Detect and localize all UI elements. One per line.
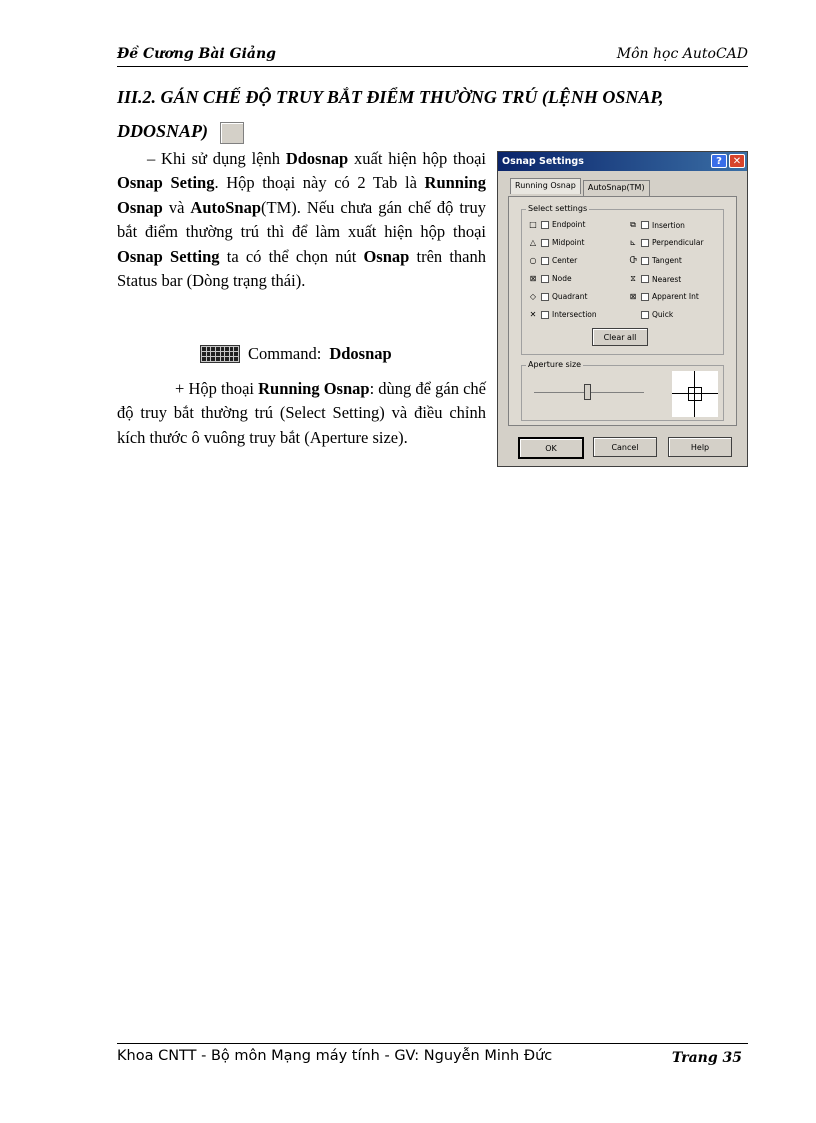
checkbox[interactable] [641, 257, 649, 265]
page-number: Trang 35 [671, 1050, 742, 1066]
checkbox[interactable] [641, 221, 649, 229]
snap-symbol-icon: ⧖ [630, 274, 636, 283]
snap-option-label: Apparent Int [652, 292, 699, 301]
snap-symbol-icon: △ [529, 238, 537, 247]
snap-option-node[interactable] [528, 274, 572, 283]
snap-symbol-icon: ⊠ [629, 292, 637, 301]
snap-option-midpoint[interactable] [528, 238, 584, 247]
snap-option-intersection[interactable] [528, 310, 597, 319]
footer-author: Khoa CNTT - Bộ môn Mạng máy tính - GV: Nguyễn Minh Đức [117, 1048, 553, 1064]
snap-option-perpendicular[interactable] [628, 238, 704, 247]
checkbox[interactable] [541, 275, 549, 283]
snap-option-label: Insertion [652, 220, 685, 230]
bold-term: Ddosnap [285, 149, 349, 168]
checkbox[interactable] [641, 293, 649, 301]
snap-option-label: Quadrant [552, 292, 588, 301]
bold-term: Running Osnap [117, 173, 486, 217]
checkbox[interactable] [541, 221, 549, 229]
snap-symbol-icon: ⊠ [529, 274, 537, 283]
command-label: Command: [248, 344, 322, 363]
snap-option-label: Node [552, 274, 572, 283]
tab-autosnap[interactable]: AutoSnap(TM) [583, 180, 650, 196]
snap-symbol-icon: ⊾ [629, 238, 637, 247]
snap-option-label: Nearest [652, 274, 682, 284]
snap-symbol-icon: □ [529, 220, 537, 229]
snap-option-tangent[interactable] [628, 256, 682, 265]
snap-option-label: Midpoint [552, 238, 585, 247]
checkbox[interactable] [641, 275, 649, 283]
checkbox[interactable] [541, 257, 549, 265]
snap-option-label: Endpoint [552, 220, 586, 229]
checkbox[interactable] [541, 311, 549, 319]
bold-term: Osnap Seting [117, 173, 215, 193]
snap-option-apparent-int[interactable] [628, 292, 699, 301]
header-course-title: Đề Cương Bài Giảng [117, 46, 276, 62]
checkbox[interactable] [641, 311, 649, 319]
snap-option-label: Perpendicular [652, 238, 704, 247]
snap-option-insertion[interactable] [628, 220, 685, 230]
running-osnap-panel [508, 196, 737, 426]
ok-button[interactable]: OK [518, 437, 584, 459]
cancel-button[interactable]: Cancel [593, 437, 657, 457]
snap-option-nearest[interactable] [628, 274, 681, 284]
page-footer [117, 1043, 748, 1070]
aperture-size-group [521, 360, 724, 421]
aperture-size-label: Aperture size [528, 360, 582, 369]
dialog-title: Osnap Settings [502, 156, 584, 167]
snap-option-quadrant[interactable] [528, 292, 587, 301]
section-title-text: III.2. GÁN CHẾ ĐỘ TRUY BẮT ĐIỂM THƯỜNG TRÚ (LỆNH OSNAP, DDOSNAP) [117, 87, 664, 141]
dialog-tabs [510, 180, 652, 196]
snap-option-label: Quick [652, 310, 674, 319]
header-subject: Môn học AutoCAD [616, 46, 748, 62]
command-value: Ddosnap [329, 344, 392, 363]
close-icon[interactable]: ✕ [729, 154, 745, 168]
bold-term: Osnap [363, 246, 410, 266]
checkbox[interactable] [541, 293, 549, 301]
snap-option-label: Tangent [652, 256, 682, 265]
snap-option-quick[interactable] [628, 310, 673, 319]
aperture-slider-thumb[interactable] [584, 384, 591, 400]
text: trên thanh Status bar (Dòng trạng thái). [117, 246, 487, 291]
osnap-settings-dialog [497, 151, 748, 467]
snap-symbol-icon: Ⴇ [629, 256, 637, 265]
snap-option-label: Center [552, 256, 578, 265]
command-line [200, 344, 392, 364]
snap-option-center[interactable] [528, 256, 577, 265]
text: và [162, 197, 191, 217]
snap-symbol-icon: ◇ [529, 292, 537, 301]
bold-term: Osnap Setting [117, 246, 220, 266]
checkbox[interactable] [641, 239, 649, 247]
snap-option-endpoint[interactable] [528, 220, 585, 229]
select-settings-label: Select settings [528, 204, 588, 213]
keyboard-icon [200, 345, 240, 363]
clear-all-button[interactable]: Clear all [592, 328, 648, 346]
checkbox[interactable] [541, 239, 549, 247]
bold-term: AutoSnap [190, 197, 262, 217]
text: xuất hiện hộp thoại [348, 149, 486, 168]
page-header [117, 44, 748, 67]
select-settings-group [521, 204, 724, 355]
aperture-preview [672, 371, 718, 417]
snap-option-label: Intersection [552, 310, 597, 319]
osnap-magnet-icon [220, 122, 244, 144]
text: . Hộp thoại này có 2 Tab là [214, 173, 425, 193]
text: (TM). Nếu chưa gán chế độ truy bắt điểm thường trú thì để làm xuất hiện hộp thoại [117, 197, 486, 242]
help-question-icon[interactable]: ? [711, 154, 727, 168]
text: ta có thể chọn nút [219, 246, 364, 266]
snap-symbol-icon: ⧉ [630, 220, 636, 229]
bold-term: Running Osnap [258, 379, 370, 398]
snap-symbol-icon: ○ [529, 256, 537, 265]
text: + Hộp thoại [175, 379, 259, 398]
text: – Khi sử dụng lệnh [147, 149, 286, 168]
dialog-titlebar[interactable] [498, 152, 747, 171]
help-button[interactable]: Help [668, 437, 732, 457]
snap-symbol-icon: ✕ [529, 310, 537, 319]
tab-running-osnap[interactable]: Running Osnap [510, 178, 581, 194]
paragraph-running-osnap [117, 377, 486, 450]
text: : dùng để gán chế độ truy bắt thường trú (Select Setting) và điều chỉnh kích thước ô vuông truy bắt (Aperture size). [117, 379, 486, 447]
section-title [117, 80, 748, 148]
paragraph-intro [117, 147, 486, 293]
